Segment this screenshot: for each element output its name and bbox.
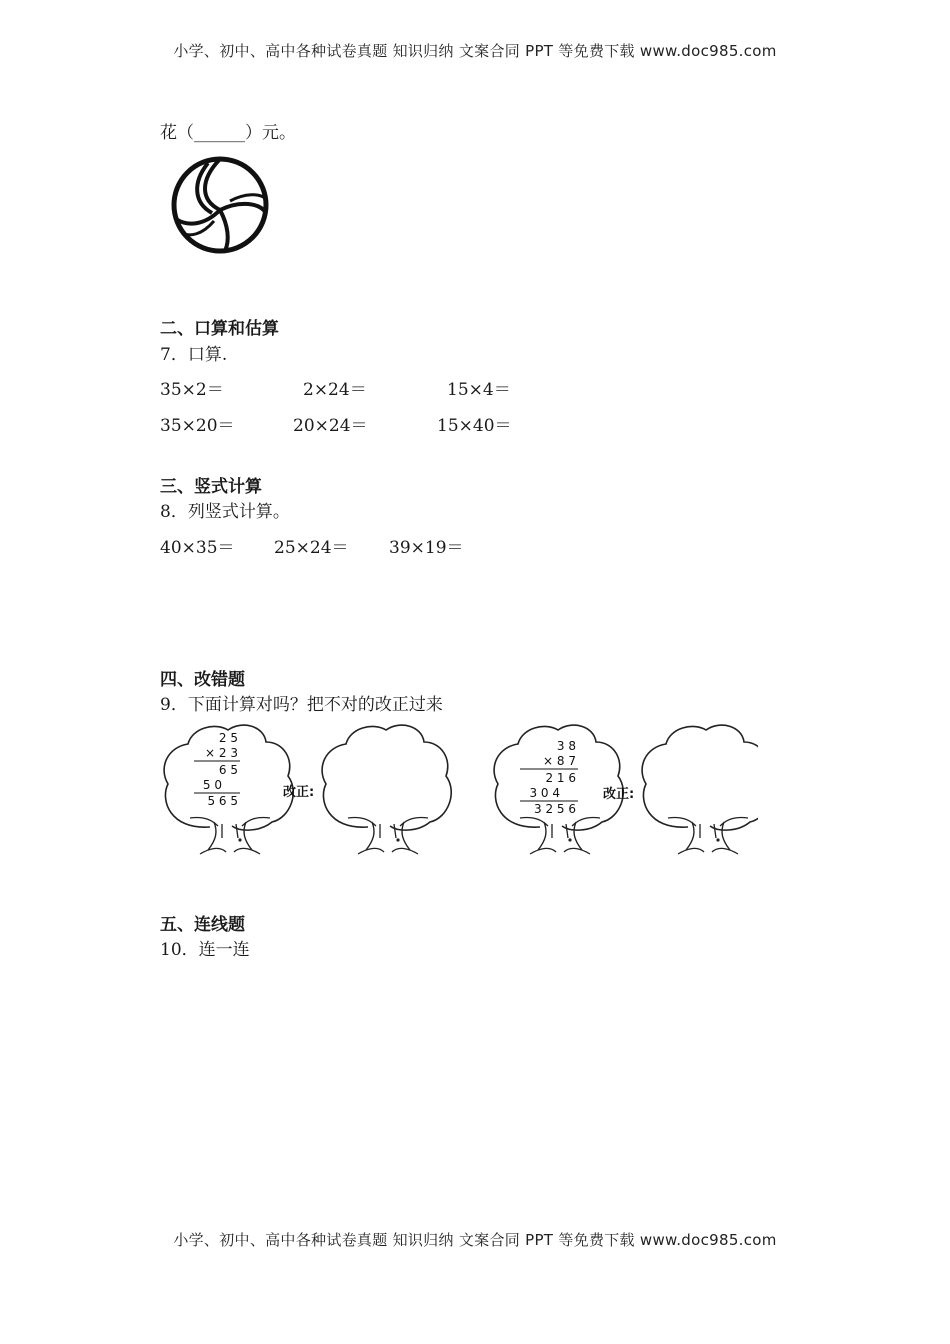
calc2-p2: 3 0 4 [529, 786, 560, 800]
correct-label-1: 改正: [283, 785, 315, 800]
expr-8-3: 39×19＝ [389, 538, 464, 558]
page-footer: 小学、初中、高中各种试卷真题 知识归纳 文案合同 PPT 等免费下载 www.doc985.com [173, 1231, 777, 1249]
error-correction-figure [158, 722, 758, 862]
section-4-title: 四、改错题 [160, 670, 245, 690]
question-7: 7．口算. [160, 345, 228, 365]
section-5-title: 五、连线题 [160, 915, 245, 935]
question-9: 9．下面计算对吗？把不对的改正过来 [160, 695, 443, 715]
expr-7-4: 35×20＝ [160, 416, 235, 436]
expr-7-6: 15×40＝ [437, 416, 512, 436]
page-header: 小学、初中、高中各种试卷真题 知识归纳 文案合同 PPT 等免费下载 www.doc985.com [173, 42, 777, 60]
expr-7-2: 2×24＝ [303, 380, 367, 400]
calc1-p1: 6 5 [218, 763, 238, 777]
section-3-title: 三、竖式计算 [160, 477, 262, 497]
expr-7-3: 15×4＝ [447, 380, 511, 400]
calc1-b: × 2 3 [205, 746, 238, 760]
section-2-title: 二、口算和估算 [160, 319, 279, 339]
expr-8-1: 40×35＝ [160, 538, 235, 558]
expr-7-1: 35×2＝ [160, 380, 224, 400]
calc2-p1: 2 1 6 [545, 771, 576, 785]
tree-2-empty [322, 725, 451, 854]
calc2-sum: 3 2 5 6 [534, 802, 576, 816]
calc1-a: 2 5 [218, 731, 238, 745]
expr-7-5: 20×24＝ [293, 416, 368, 436]
calc2-b: × 8 7 [543, 754, 576, 768]
question-10: 10．连一连 [160, 940, 250, 960]
q6-answer-line: 花（______）元。 [160, 123, 296, 143]
calc2-a: 3 8 [556, 739, 576, 753]
tree-4-empty [642, 725, 758, 854]
calc1-p2: 5 0 [202, 778, 222, 792]
volleyball-icon [170, 155, 270, 255]
expr-8-2: 25×24＝ [274, 538, 349, 558]
correct-label-2: 改正: [603, 787, 635, 802]
question-8: 8．列竖式计算。 [160, 502, 290, 522]
calc1-sum: 5 6 5 [207, 794, 238, 808]
